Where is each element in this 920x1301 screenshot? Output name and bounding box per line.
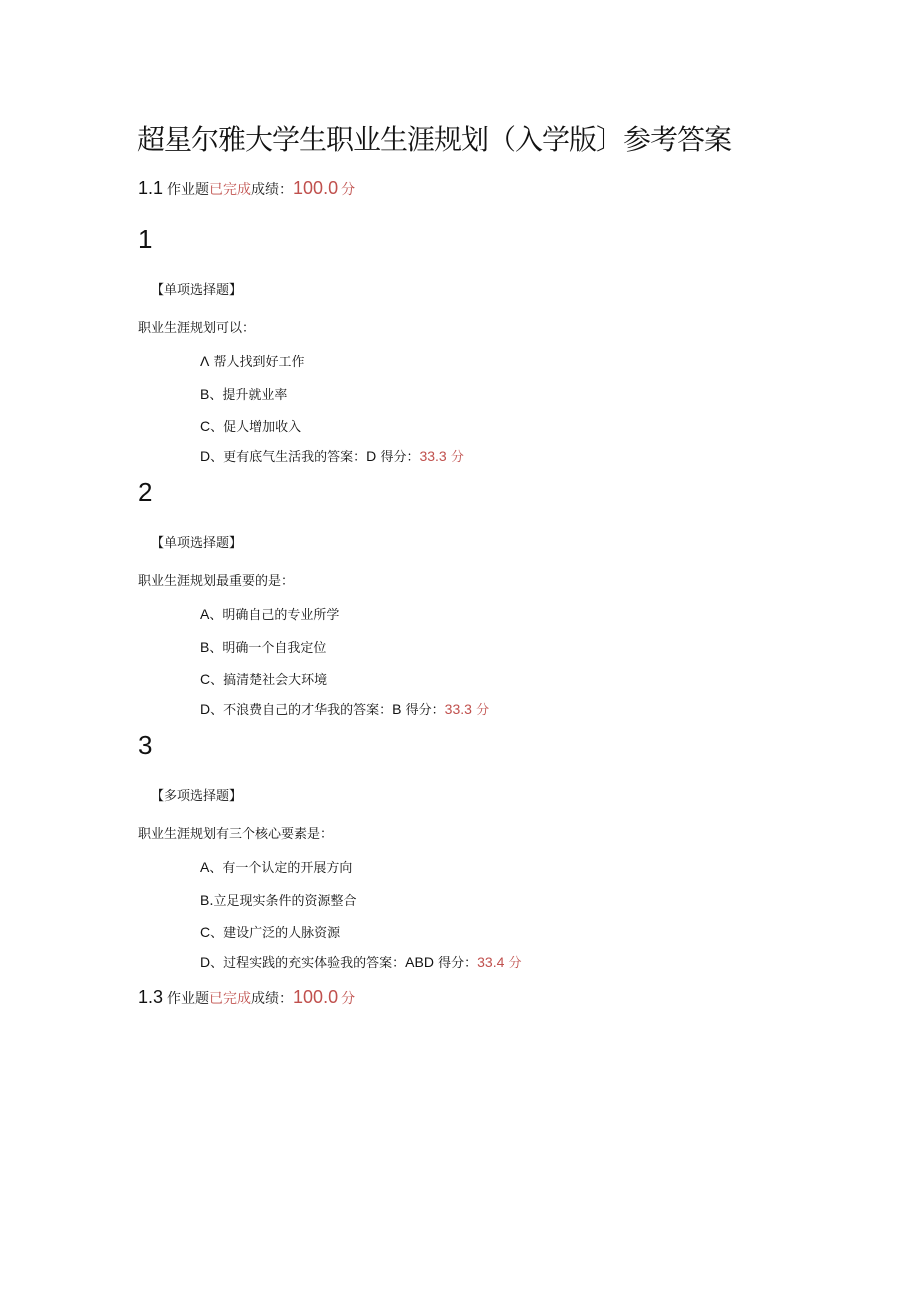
option-text: 过程实践的充实体验 bbox=[223, 956, 341, 971]
question-number: 1 bbox=[138, 224, 153, 254]
answer-label: 我的答案： bbox=[340, 956, 406, 971]
question-type: 【单项选择题】 bbox=[151, 283, 243, 298]
option-letter: C bbox=[200, 418, 211, 434]
section-number: 1.1 bbox=[138, 178, 164, 198]
option-separator: 、 bbox=[210, 420, 224, 435]
my-answer: B bbox=[392, 701, 402, 717]
option-letter: D bbox=[200, 954, 211, 970]
option-letter: B bbox=[200, 639, 210, 655]
option-separator: 、 bbox=[210, 926, 224, 941]
option-d-with-answer bbox=[200, 446, 464, 465]
question-type: 【单项选择题】 bbox=[151, 536, 243, 551]
option-text: 促人增加收入 bbox=[223, 420, 302, 435]
option-text: 明确一个自我定位 bbox=[222, 641, 327, 656]
section-number: 1.3 bbox=[138, 987, 164, 1007]
option-b bbox=[200, 890, 357, 909]
option-separator: . bbox=[209, 894, 214, 909]
option-separator: 、 bbox=[209, 388, 223, 403]
option-text: 明确自己的专业所学 bbox=[222, 608, 340, 623]
option-text: 更有底气生活 bbox=[223, 450, 302, 465]
option-c bbox=[200, 416, 301, 435]
option-text: 提升就业率 bbox=[222, 388, 288, 403]
section-status: 已完成 bbox=[209, 182, 252, 198]
question-score: 33.4 bbox=[477, 954, 505, 970]
option-letter: A bbox=[200, 859, 210, 875]
option-a bbox=[200, 857, 352, 876]
option-d-with-answer bbox=[200, 952, 522, 971]
question-number: 2 bbox=[138, 477, 153, 507]
answer-label: 我的答案： bbox=[301, 450, 367, 465]
option-letter: B bbox=[200, 892, 210, 908]
option-d-with-answer bbox=[200, 699, 489, 718]
option-a bbox=[200, 351, 305, 370]
option-separator: 、 bbox=[210, 703, 224, 718]
option-b bbox=[200, 637, 326, 656]
score-label: 得分： bbox=[380, 450, 420, 465]
option-text: 有一个认定的开展方向 bbox=[222, 861, 353, 876]
question-score-unit: 分 bbox=[450, 450, 464, 465]
section-score: 100.0 bbox=[293, 178, 339, 198]
option-letter: B bbox=[200, 386, 210, 402]
option-letter: D bbox=[200, 701, 211, 717]
question-type: 【多项选择题】 bbox=[151, 789, 243, 804]
question-score-unit: 分 bbox=[476, 703, 490, 718]
section-type: 作业题 bbox=[167, 991, 210, 1007]
question-stem: 职业生涯规划可以： bbox=[138, 321, 256, 336]
option-separator: 、 bbox=[209, 641, 223, 656]
option-letter: C bbox=[200, 924, 211, 940]
score-label: 得分： bbox=[438, 956, 478, 971]
option-separator: 、 bbox=[210, 956, 224, 971]
option-text: 帮人找到好工作 bbox=[213, 355, 305, 370]
option-letter: Λ bbox=[200, 353, 210, 369]
option-text: 建设广泛的人脉资源 bbox=[223, 926, 341, 941]
option-separator: 、 bbox=[210, 450, 224, 465]
question-number: 3 bbox=[138, 730, 153, 760]
question-stem: 职业生涯规划有三个核心要素是： bbox=[138, 827, 334, 842]
option-letter: C bbox=[200, 671, 211, 687]
option-b bbox=[200, 384, 287, 403]
question-stem: 职业生涯规划最重要的是： bbox=[138, 574, 295, 589]
my-answer: ABD bbox=[405, 954, 434, 970]
option-text: 不浪费自己的才华 bbox=[223, 703, 328, 718]
option-separator: 、 bbox=[209, 861, 223, 876]
my-answer: D bbox=[366, 448, 377, 464]
option-text: 立足现实条件的资源整合 bbox=[213, 894, 357, 909]
score-label: 得分： bbox=[405, 703, 445, 718]
answer-label: 我的答案： bbox=[327, 703, 393, 718]
section-score: 100.0 bbox=[293, 987, 339, 1007]
option-c bbox=[200, 669, 327, 688]
option-c bbox=[200, 922, 340, 941]
section-score-label: 成绩： bbox=[251, 991, 294, 1007]
question-score-unit: 分 bbox=[508, 956, 522, 971]
section-type: 作业题 bbox=[167, 182, 210, 198]
page-title: 超星尔雅大学生职业生涯规划（入学版〕参考答案 bbox=[137, 123, 732, 156]
section-score-unit: 分 bbox=[341, 991, 356, 1007]
option-separator: 、 bbox=[210, 673, 224, 688]
section-status: 已完成 bbox=[209, 991, 252, 1007]
option-letter: A bbox=[200, 606, 210, 622]
option-letter: D bbox=[200, 448, 211, 464]
section-header bbox=[138, 178, 355, 199]
option-separator: 、 bbox=[209, 608, 223, 623]
section-score-unit: 分 bbox=[341, 182, 356, 198]
section-score-label: 成绩： bbox=[251, 182, 294, 198]
section-header bbox=[138, 987, 355, 1008]
question-score: 33.3 bbox=[419, 448, 447, 464]
option-a bbox=[200, 604, 339, 623]
option-text: 搞清楚社会大环境 bbox=[223, 673, 328, 688]
question-score: 33.3 bbox=[444, 701, 472, 717]
